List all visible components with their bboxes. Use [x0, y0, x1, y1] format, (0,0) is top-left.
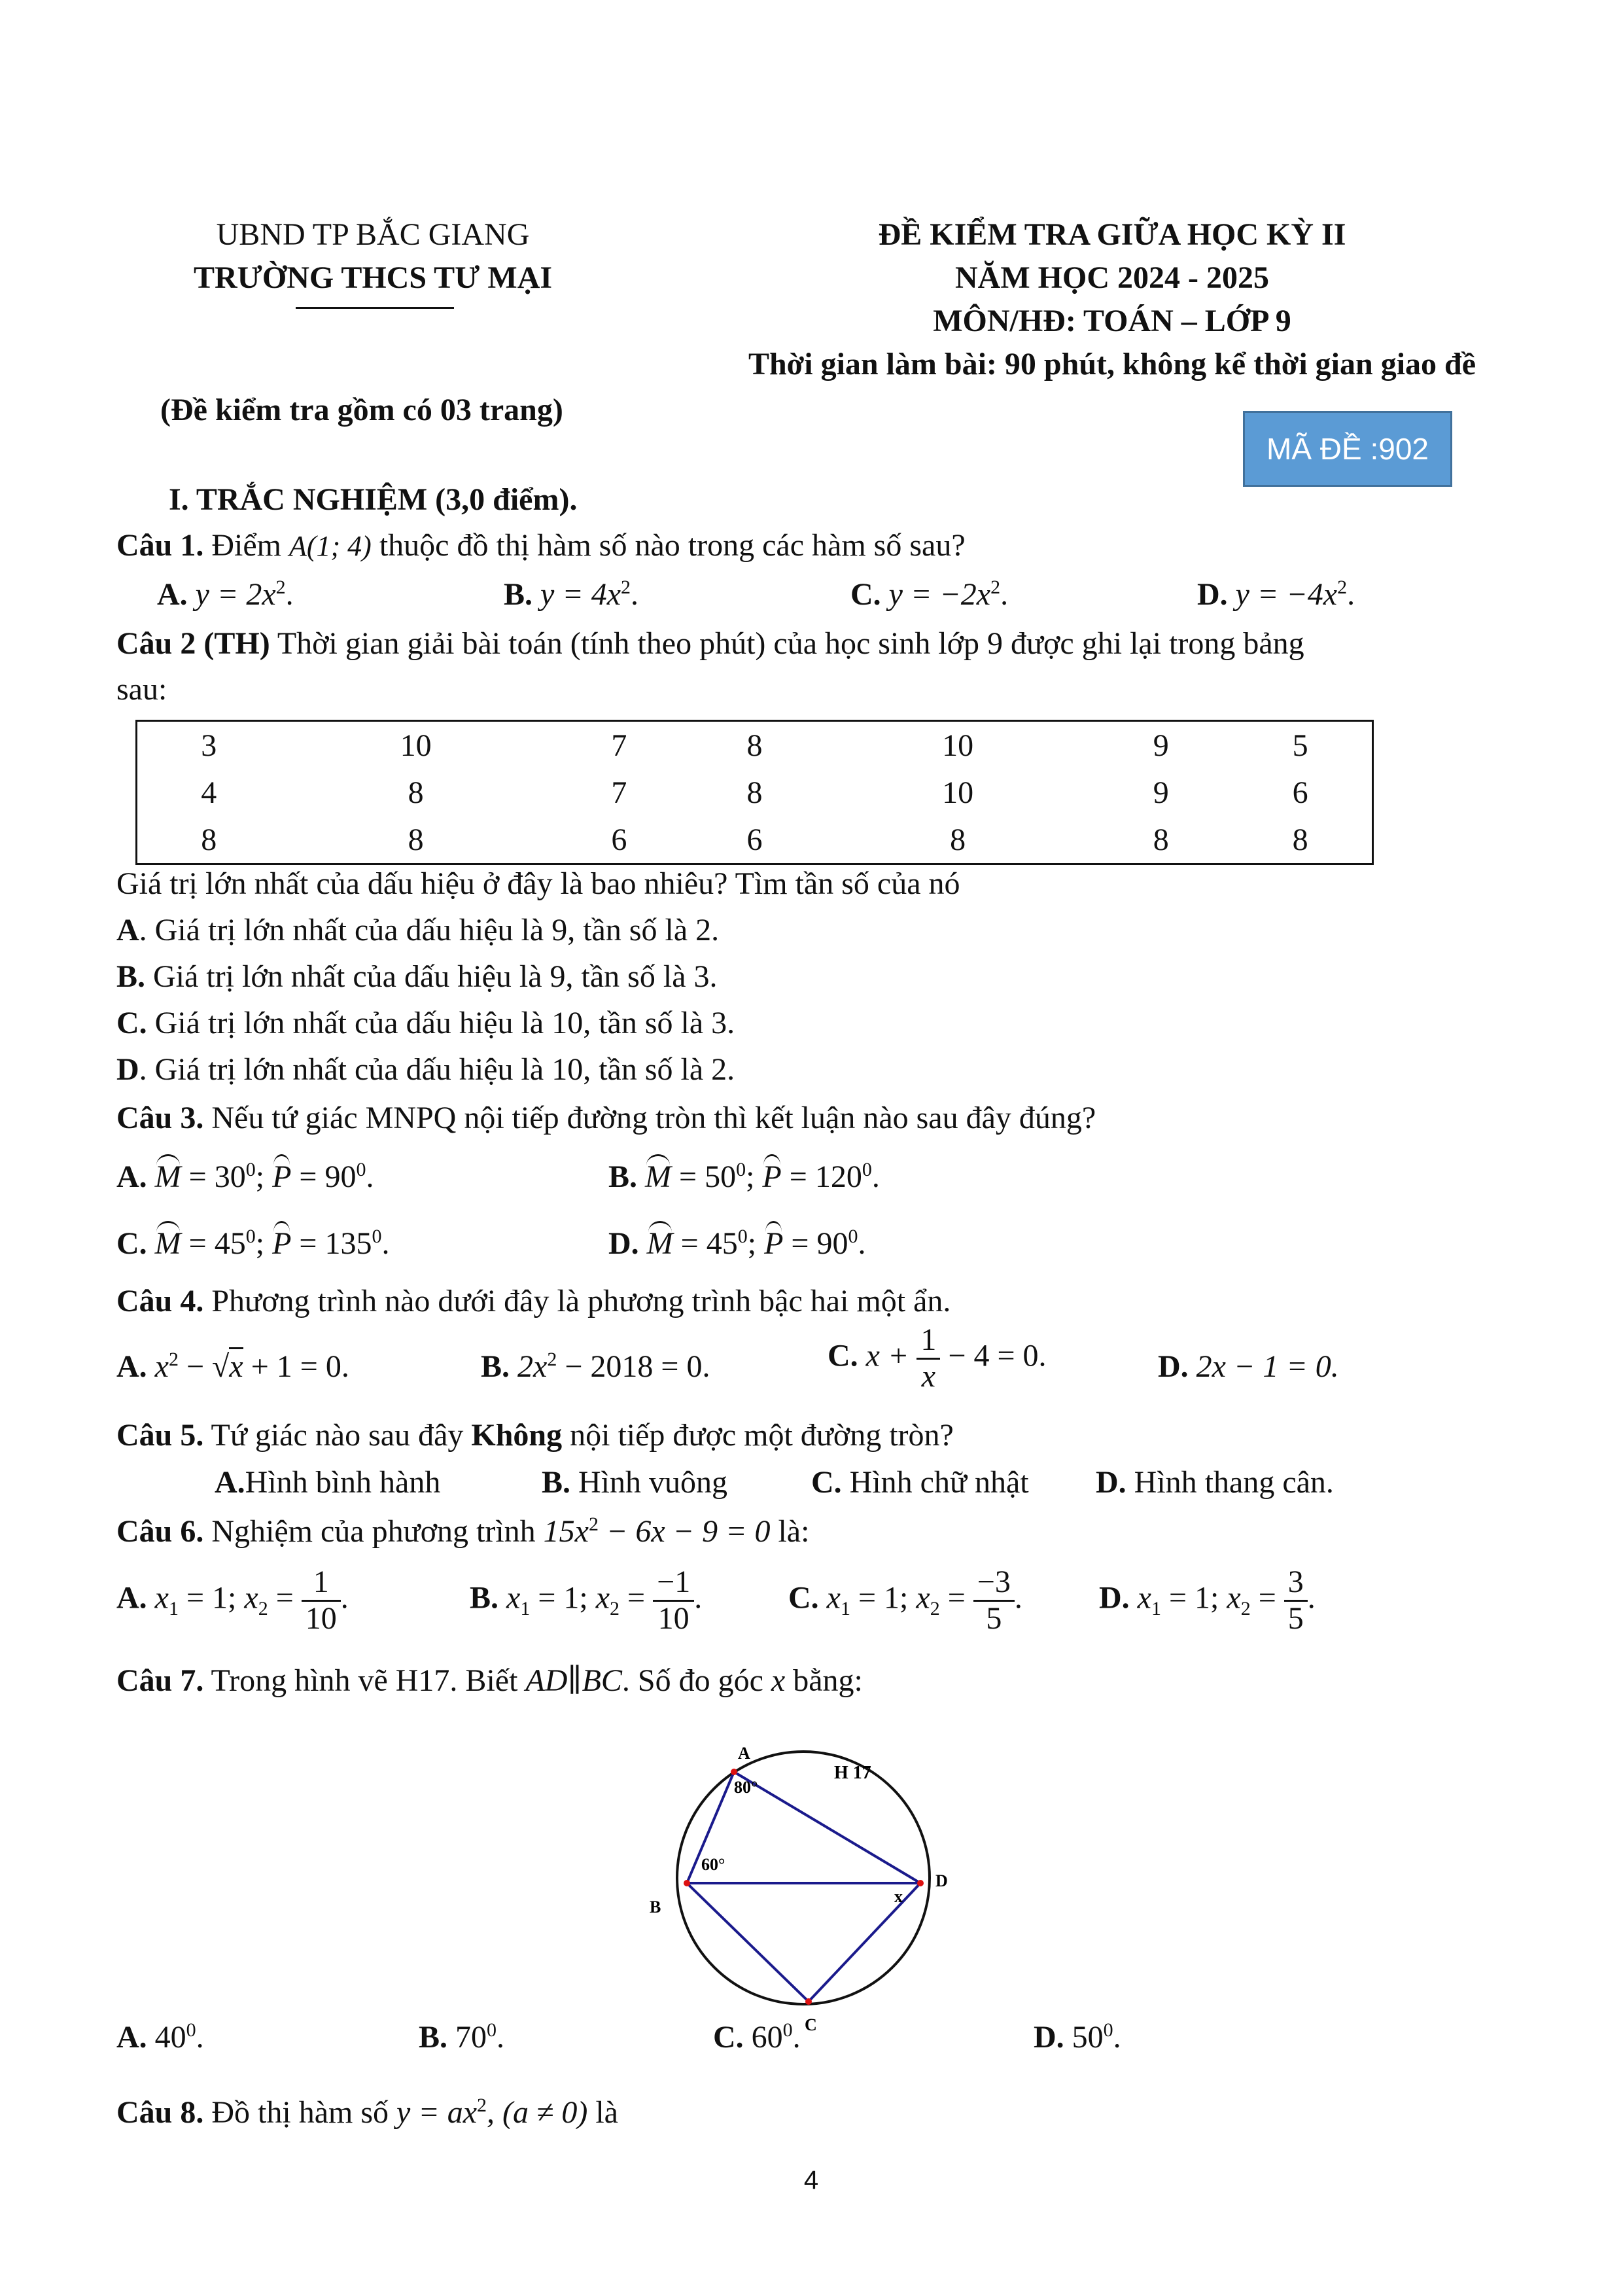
q2-text-line1: Thời gian giải bài toán (tính theo phút) của học sinh lớp 9 được ghi lại trong bảng [277, 626, 1304, 661]
angle-a-label: 80° [734, 1778, 758, 1797]
q1-opt-d-label: D. [1197, 577, 1228, 612]
segment-cd [809, 1883, 920, 2002]
section-title: I. TRẮC NGHIỆM (3,0 điểm). [169, 482, 578, 517]
q1-point: A(1; 4) [289, 530, 372, 562]
q2-opt-c-text: Giá trị lớn nhất của dấu hiệu là 10, tần số là 3. [147, 1006, 735, 1040]
q8-text-a: Đồ thị hàm số [211, 2095, 389, 2130]
q7-var: x [771, 1663, 786, 1698]
q6-opt-b-x1-sub: 1 [520, 1597, 531, 1619]
q3-opt-c-p-val: 135 [324, 1226, 372, 1261]
table-cell: 9 [1153, 775, 1169, 810]
question-8 [116, 2094, 618, 2132]
q5-option-b[interactable] [542, 1464, 727, 1502]
q4-opt-b-rest: − 2018 = 0. [557, 1349, 710, 1384]
q7-opt-d-deg: 0 [1103, 2019, 1113, 2041]
q6-opt-c-x1-sub: 1 [840, 1597, 850, 1619]
q7-opt-b-label: B. [419, 2020, 448, 2055]
header-right-line2: NĂM HỌC 2024 - 2025 [955, 260, 1269, 295]
q3-opt-d-m: M [647, 1225, 673, 1263]
q1-option-b[interactable] [504, 576, 638, 614]
table-cell: 6 [1292, 775, 1308, 810]
q7-option-d[interactable]: D. $50^0$. [1034, 2019, 1121, 2055]
question-6 [116, 1513, 809, 1551]
table-cell: 8 [1292, 822, 1308, 857]
q2-option-d[interactable] [116, 1051, 735, 1089]
point-b-dot [684, 1880, 690, 1886]
q1-opt-d-exp: 2 [1337, 576, 1348, 598]
header-left-line2: TRƯỜNG THCS TƯ MẠI [193, 260, 553, 295]
q6-opt-b-frac [653, 1565, 694, 1636]
q3-opt-c-label: C. [116, 1226, 147, 1261]
q8-eq-sq: 2 [477, 2094, 487, 2116]
q7-opt-a-deg: 0 [186, 2019, 196, 2041]
q2-text-line2: sau: [116, 672, 167, 707]
q6-opt-c-x2: x [916, 1580, 930, 1616]
q6-opt-b-x2-sub: 2 [610, 1597, 620, 1619]
q6-opt-a-x2-sub: 2 [258, 1597, 268, 1619]
q4-option-c[interactable] [828, 1323, 1047, 1394]
label-point-b: B [650, 1898, 661, 1916]
exam-code-badge: MÃ ĐỀ :902 [1243, 411, 1452, 487]
q1-text-b: thuộc đồ thị hàm số nào trong các hàm số sau? [379, 528, 966, 563]
table-cell: 3 [201, 728, 217, 763]
q4-opt-c-num: 1 [916, 1323, 940, 1360]
q1-opt-a-post: . [285, 577, 294, 612]
q3-option-b[interactable]: B. $M = 50^0$; $P = 120^0$. [608, 1158, 880, 1196]
q4-opt-d-text: 2x − 1 = 0. [1196, 1349, 1339, 1384]
page-number: 4 [803, 2166, 819, 2195]
q7-option-a[interactable]: A. $40^0$. [116, 2019, 204, 2055]
table-cell: 8 [746, 728, 763, 763]
q6-opt-c-x1: x [826, 1580, 841, 1616]
q4-option-d[interactable] [1158, 1348, 1339, 1386]
q4-opt-a-sqrt: − √ [178, 1349, 230, 1384]
q4-opt-b-a: 2x [517, 1349, 548, 1384]
point-c-dot [805, 1998, 812, 2005]
q6-opt-c-label: C. [788, 1580, 819, 1616]
q6-opt-b-x1: x [506, 1580, 521, 1616]
table-cell: 5 [1292, 728, 1308, 763]
q6-opt-b-den: 10 [657, 1600, 689, 1636]
table-row [137, 721, 1373, 769]
figure-title: H 17 [834, 1763, 871, 1783]
question-4 [116, 1282, 951, 1320]
q6-opt-a-x2-eq: = [268, 1580, 294, 1616]
table-cell: 4 [201, 775, 217, 810]
q7-cond: AD∥BC [525, 1663, 622, 1698]
q4-opt-b-sq: 2 [547, 1349, 557, 1370]
header-left-line1: UBND TP BẮC GIANG [216, 217, 530, 252]
q6-eq-sq: 2 [588, 1513, 599, 1535]
q3-opt-c-m-deg: 0 [245, 1226, 256, 1247]
table-cell: 8 [408, 822, 424, 857]
q6-opt-a-den: 10 [305, 1600, 337, 1636]
q5-text-b: nội tiếp được một đường tròn? [570, 1418, 954, 1453]
q1-option-c[interactable] [850, 576, 1008, 614]
table-cell: 6 [611, 822, 627, 857]
question-2 [116, 625, 1304, 663]
q1-opt-d-post: . [1347, 577, 1355, 612]
q1-opt-b-label: B. [504, 577, 533, 612]
table-cell: 8 [1153, 822, 1169, 857]
q7-opt-d-label: D. [1034, 2020, 1064, 2055]
table-cell: 10 [942, 728, 974, 763]
q3-option-c[interactable]: C. $M = 45^0$; $P = 135^0$. [116, 1225, 389, 1263]
q2-opt-c-label: C. [116, 1006, 147, 1040]
q2-opt-d-text: . Giá trị lớn nhất của dấu hiệu là 10, tần số là 2. [139, 1052, 735, 1087]
table-cell: 9 [1153, 728, 1169, 763]
header-right-line1: ĐỀ KIỂM TRA GIỮA HỌC KỲ II [878, 217, 1346, 252]
q7-option-b[interactable]: B. $70^0$. [419, 2019, 505, 2055]
q6-opt-b-x1-val: = 1; [530, 1580, 596, 1616]
q6-option-b[interactable]: B. $x_1 = 1$; $x_2$ = $\frac{-1}{10}$ . [470, 1564, 703, 1636]
q6-opt-d-frac [1284, 1565, 1308, 1636]
q6-opt-d-label: D. [1099, 1580, 1130, 1616]
q3-text: Nếu tứ giác MNPQ nội tiếp đường tròn thì kết luận nào sau đây đúng? [211, 1101, 1096, 1135]
q5-opt-c-label: C. [811, 1465, 842, 1500]
table-row [137, 769, 1373, 816]
point-d-dot [917, 1880, 924, 1886]
q3-opt-a-p-deg: 0 [356, 1159, 366, 1180]
q4-opt-a-label: A. [116, 1349, 147, 1384]
label-point-c: C [805, 2015, 817, 2034]
q6-opt-c-x2-sub: 2 [930, 1597, 940, 1619]
table-cell: 10 [942, 775, 974, 810]
q1-text-a: Điểm [211, 528, 281, 563]
q5-label: Câu 5. [116, 1418, 204, 1453]
q7-option-c[interactable]: C. $60^0$. [713, 2019, 801, 2055]
segment-bc [687, 1883, 809, 2002]
table-cell: 8 [950, 822, 966, 857]
q3-opt-c-p-deg: 0 [372, 1226, 382, 1247]
table-cell: 8 [746, 775, 763, 810]
q7-opt-c-label: C. [713, 2020, 744, 2055]
q5-option-c[interactable] [811, 1464, 1029, 1502]
figure-circle [677, 1752, 930, 2004]
table-row [137, 816, 1373, 864]
q8-eq-a: y = ax [396, 2095, 478, 2130]
q7-opt-a-label: A. [116, 2020, 147, 2055]
q6-text-a: Nghiệm của phương trình [211, 1514, 536, 1549]
q6-opt-b-label: B. [470, 1580, 499, 1616]
q3-opt-a-m: M [155, 1158, 181, 1196]
q6-opt-d-x1: x [1137, 1580, 1151, 1616]
q5-opt-b-label: B. [542, 1465, 571, 1500]
q7-opt-c-val: 60 [751, 2020, 783, 2055]
q6-opt-c-x1-val: = 1; [850, 1580, 916, 1616]
q3-opt-d-p: P [764, 1225, 783, 1263]
q6-option-a[interactable]: A. $x_1 = 1$; $x_2$ = $\frac{1}{10}$ . [116, 1564, 349, 1636]
question-3 [116, 1099, 1096, 1137]
q1-opt-a-expr: y = 2x [195, 577, 276, 612]
q3-label: Câu 3. [116, 1101, 204, 1135]
q1-opt-a-exp: 2 [275, 576, 286, 598]
q4-text: Phương trình nào dưới đây là phương trình bậc hai một ẩn. [211, 1284, 951, 1318]
q2-opt-a-text: . Giá trị lớn nhất của dấu hiệu là 9, tần số là 2. [139, 913, 720, 947]
q3-opt-a-m-deg: 0 [245, 1159, 256, 1180]
q5-bold: Không [471, 1418, 563, 1453]
q3-option-a[interactable]: A. $M = 30^0$; $P = 90^0$. [116, 1158, 374, 1196]
q1-opt-c-expr: y = −2x [888, 577, 991, 612]
q1-opt-c-exp: 2 [990, 576, 1001, 598]
q4-label: Câu 4. [116, 1284, 204, 1318]
q1-opt-b-expr: y = 4x [540, 577, 621, 612]
table-cell: 10 [400, 728, 432, 763]
q3-opt-b-p-deg: 0 [862, 1159, 872, 1180]
q3-opt-b-m-deg: 0 [736, 1159, 746, 1180]
q1-option-d[interactable] [1197, 576, 1355, 614]
q2-opt-d-label: D [116, 1052, 139, 1087]
q5-opt-a-text: Hình bình hành [245, 1465, 441, 1500]
q7-opt-d-val: 50 [1072, 2020, 1104, 2055]
q7-label: Câu 7. [116, 1663, 204, 1698]
q6-opt-a-x2: x [244, 1580, 258, 1616]
table-cell: 7 [611, 775, 627, 810]
q3-opt-b-p-val: 120 [814, 1159, 862, 1194]
q1-label: Câu 1. [116, 528, 204, 563]
q2-data-table [135, 720, 1374, 865]
q5-opt-a-label: A. [215, 1465, 245, 1500]
q5-opt-d-label: D. [1096, 1465, 1126, 1500]
q6-opt-c-frac [973, 1565, 1015, 1636]
q3-opt-b-label: B. [608, 1159, 638, 1194]
q6-opt-c-den: 5 [986, 1600, 1002, 1636]
q4-opt-a-x: x [154, 1349, 169, 1384]
q4-opt-c-x: x + [865, 1338, 909, 1373]
label-point-d: D [935, 1871, 948, 1890]
q3-opt-c-m-val: 45 [214, 1226, 246, 1261]
q8-text-b: là [595, 2095, 618, 2130]
q2-option-c[interactable] [116, 1004, 735, 1042]
q6-opt-c-x2-eq: = [939, 1580, 966, 1616]
q6-opt-c-num: −3 [973, 1565, 1015, 1602]
q3-opt-a-label: A. [116, 1159, 147, 1194]
q3-opt-d-p-deg: 0 [848, 1226, 858, 1247]
q3-option-d[interactable]: D. $M = 45^0$; $P = 90^0$. [608, 1225, 865, 1263]
q4-option-a[interactable] [116, 1348, 349, 1386]
q1-option-a[interactable] [157, 576, 294, 614]
q6-text-b: là: [778, 1514, 810, 1549]
q4-opt-a-rad: x [229, 1347, 243, 1384]
q5-opt-b-text: Hình vuông [570, 1465, 728, 1500]
angle-b-label: 60° [701, 1855, 725, 1874]
angle-x-label: x [894, 1887, 903, 1906]
q2-question: Giá trị lớn nhất của dấu hiệu ở đây là bao nhiêu? Tìm tần số của nó [116, 866, 960, 901]
q3-opt-a-m-val: 30 [214, 1159, 246, 1194]
table-cell: 6 [746, 822, 763, 857]
q5-opt-c-text: Hình chữ nhật [841, 1465, 1029, 1500]
table-cell: 8 [201, 822, 217, 857]
q7-opt-b-deg: 0 [487, 2019, 497, 2041]
q6-label: Câu 6. [116, 1514, 204, 1549]
question-7 [116, 1662, 863, 1700]
question-1 [116, 527, 966, 565]
q2-opt-b-text: Giá trị lớn nhất của dấu hiệu là 9, tần số là 3. [145, 959, 718, 994]
q3-opt-c-p: P [272, 1225, 291, 1263]
q1-opt-a-label: A. [157, 577, 188, 612]
q4-opt-c-frac [916, 1323, 940, 1394]
q6-opt-a-x1: x [154, 1580, 169, 1616]
q7-figure-h17 [628, 1711, 981, 2034]
header-right-line3: MÔN/HĐ: TOÁN – LỚP 9 [933, 304, 1291, 338]
q1-opt-b-exp: 2 [621, 576, 631, 598]
q4-opt-a-rest: + 1 = 0. [243, 1349, 349, 1384]
q2-option-a[interactable] [116, 911, 719, 949]
point-a-dot [731, 1769, 737, 1775]
q2-option-b[interactable] [116, 958, 718, 996]
q7-text-b: . Số đo góc [621, 1663, 763, 1698]
q4-opt-c-label: C. [828, 1338, 858, 1373]
q3-opt-a-p-val: 90 [324, 1159, 357, 1194]
q2-opt-a-label: A [116, 913, 139, 947]
q4-opt-d-label: D. [1158, 1349, 1189, 1384]
q6-opt-b-x2: x [595, 1580, 610, 1616]
q5-option-a[interactable] [215, 1464, 440, 1502]
q3-opt-b-m-val: 50 [705, 1159, 737, 1194]
q6-opt-d-x2: x [1227, 1580, 1241, 1616]
q6-opt-a-label: A. [116, 1580, 147, 1616]
header-underline [296, 307, 454, 309]
q6-opt-d-x1-val: = 1; [1161, 1580, 1227, 1616]
q7-opt-b-val: 70 [455, 2020, 487, 2055]
q1-opt-b-post: . [631, 577, 639, 612]
question-5 [116, 1417, 954, 1455]
q3-opt-b-m: M [645, 1158, 671, 1196]
q4-opt-c-den: x [921, 1358, 936, 1394]
q7-opt-a-val: 40 [154, 2020, 186, 2055]
q4-opt-c-rest: − 4 = 0. [948, 1338, 1047, 1373]
q6-option-d[interactable]: D. $x_1 = 1$; $x_2$ = $\frac{3}{5}$ . [1099, 1564, 1316, 1636]
q6-opt-d-x2-eq: = [1250, 1580, 1276, 1616]
table-cell: 7 [611, 728, 627, 763]
q6-opt-a-num: 1 [302, 1565, 341, 1602]
q2-label: Câu 2 (TH) [116, 626, 270, 661]
pages-note: (Đề kiểm tra gồm có 03 trang) [160, 393, 563, 427]
q6-eq-a: 15x [543, 1514, 589, 1549]
label-point-a: A [738, 1744, 750, 1763]
q2-opt-b-label: B. [116, 959, 146, 994]
q6-opt-b-x2-eq: = [620, 1580, 646, 1616]
q3-opt-a-p: P [272, 1158, 291, 1196]
q4-opt-b-label: B. [481, 1349, 510, 1384]
q7-text-c: bằng: [793, 1663, 863, 1698]
q6-option-c[interactable]: C. $x_1 = 1$; $x_2$ = $\frac{-3}{5}$ . [788, 1564, 1022, 1636]
header-right-line4: Thời gian làm bài: 90 phút, không kể thời gian giao đề [748, 347, 1476, 381]
q6-opt-a-x1-val: = 1; [178, 1580, 245, 1616]
q8-label: Câu 8. [116, 2095, 204, 2130]
q3-opt-d-m-val: 45 [706, 1226, 738, 1261]
q1-opt-c-post: . [1000, 577, 1009, 612]
q3-opt-d-label: D. [608, 1226, 639, 1261]
q1-opt-c-label: C. [850, 577, 881, 612]
q6-opt-d-den: 5 [1287, 1600, 1304, 1636]
q6-opt-d-num: 3 [1284, 1565, 1308, 1602]
q4-option-b[interactable] [481, 1348, 710, 1386]
q3-opt-d-m-deg: 0 [737, 1226, 748, 1247]
q6-opt-d-x1-sub: 1 [1151, 1597, 1161, 1619]
q8-eq-b: , (a ≠ 0) [487, 2095, 588, 2130]
table-cell: 8 [408, 775, 424, 810]
q5-opt-d-text: Hình thang cân. [1126, 1465, 1334, 1500]
q5-text-a: Tứ giác nào sau đây [211, 1418, 464, 1453]
q5-option-d[interactable] [1096, 1464, 1334, 1502]
q3-opt-d-p-val: 90 [816, 1226, 848, 1261]
q6-opt-b-num: −1 [653, 1565, 694, 1602]
q3-opt-c-m: M [155, 1225, 181, 1263]
q6-eq-b: − 6x − 9 = 0 [598, 1514, 771, 1549]
q4-opt-a-sq: 2 [168, 1349, 179, 1370]
q7-opt-c-deg: 0 [782, 2019, 793, 2041]
q3-opt-b-p: P [762, 1158, 781, 1196]
q7-text-a: Trong hình vẽ H17. Biết [211, 1663, 518, 1698]
q1-opt-d-expr: y = −4x [1235, 577, 1338, 612]
q6-opt-a-x1-sub: 1 [168, 1597, 179, 1619]
q6-opt-d-x2-sub: 2 [1240, 1597, 1251, 1619]
q6-opt-a-frac [302, 1565, 341, 1636]
